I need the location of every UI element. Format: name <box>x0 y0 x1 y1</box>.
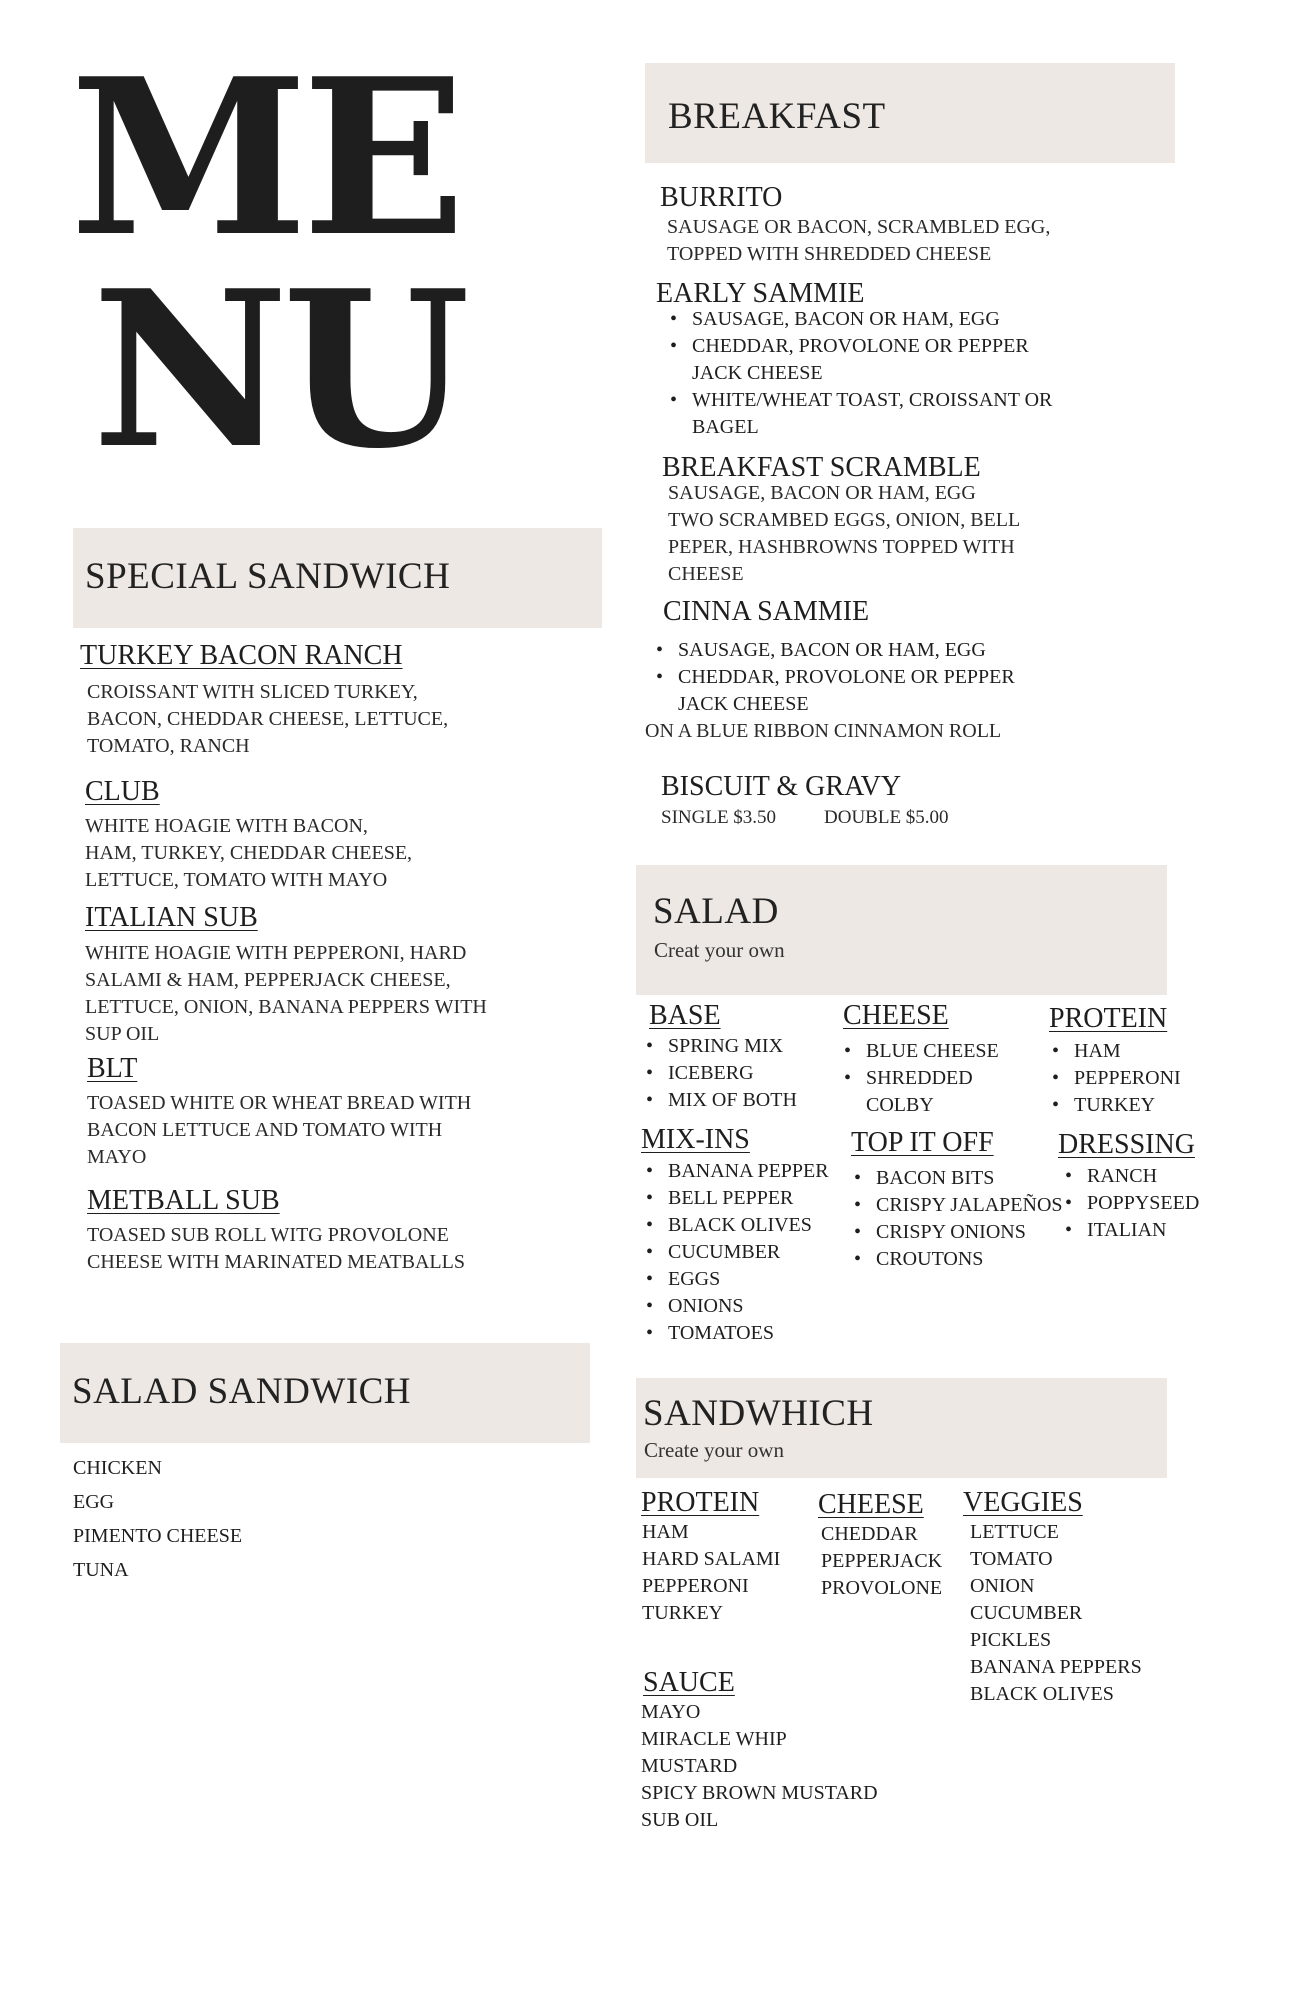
salad-mixins-title: MIX-INS <box>641 1124 750 1155</box>
list-item: • SPRING MIX <box>640 1033 797 1060</box>
item-club-name: CLUB <box>85 776 160 807</box>
list-item: • ICEBERG <box>640 1060 797 1087</box>
list-item: • CHEDDAR, PROVOLONE OR PEPPER JACK CHEESE <box>650 664 1015 718</box>
list-item: • HAM <box>1046 1038 1181 1065</box>
item-turkey-bacon-ranch-name: TURKEY BACON RANCH <box>80 640 403 671</box>
list-item: CHEDDAR <box>821 1523 918 1545</box>
list-item: PIMENTO CHEESE <box>73 1525 243 1547</box>
biscuit-single-price: SINGLE $3.50 <box>661 807 777 828</box>
item-breakfast-scramble-name: BREAKFAST SCRAMBLE <box>662 452 981 483</box>
item-blt-name: BLT <box>87 1053 138 1084</box>
item-italian-sub-desc: WHITE HOAGIE WITH PEPPERONI, HARD SALAMI & HAM, PEPPERJACK CHEESE, LETTUCE, ONION, BANANA PEPPERS WITH SUP OIL <box>85 942 487 1045</box>
list-item: MUSTARD <box>641 1755 738 1777</box>
sandwhich-subtitle: Create your own <box>644 1438 784 1462</box>
list-item: BLACK OLIVES <box>970 1683 1114 1705</box>
list-item: • MIX OF BOTH <box>640 1087 797 1114</box>
list-item: • WHITE/WHEAT TOAST, CROISSANT OR BAGEL <box>664 387 1052 441</box>
list-item: HARD SALAMI <box>642 1548 781 1570</box>
salad-mixins-list <box>640 1158 829 1347</box>
item-biscuit-gravy-name: BISCUIT & GRAVY <box>661 771 902 802</box>
salad-subtitle: Creat your own <box>654 938 785 962</box>
sandwhich-cheese-list <box>821 1521 942 1602</box>
list-item: • BANANA PEPPER <box>640 1158 829 1185</box>
item-breakfast-scramble-desc: SAUSAGE, BACON OR HAM, EGG TWO SCRAMBED EGGS, ONION, BELL PEPER, HASHBROWNS TOPPED WITH CHEESE <box>668 482 1021 585</box>
sandwhich-sauce-list <box>641 1699 878 1834</box>
item-metball-sub-desc: TOASED SUB ROLL WITG PROVOLONE CHEESE WITH MARINATED MEATBALLS <box>87 1224 465 1273</box>
list-item: • PEPPERONI <box>1046 1065 1181 1092</box>
biscuit-double-price: DOUBLE $5.00 <box>824 807 949 828</box>
list-item: PEPPERONI <box>642 1575 749 1597</box>
item-early-sammie-name: EARLY SAMMIE <box>656 278 865 309</box>
list-item: PICKLES <box>970 1629 1052 1651</box>
salad-protein-title: PROTEIN <box>1049 1003 1168 1034</box>
list-item: TOMATO <box>970 1548 1053 1570</box>
list-item: • CUCUMBER <box>640 1239 829 1266</box>
menu-title-line1: ME <box>70 31 460 284</box>
special-sandwich-header: SPECIAL SANDWICH <box>85 556 451 597</box>
list-item: • SHREDDED COLBY <box>838 1065 999 1119</box>
list-item: MAYO <box>641 1701 701 1723</box>
sandwhich-header: SANDWHICH <box>643 1393 874 1434</box>
cinna-sammie-note: ON A BLUE RIBBON CINNAMON ROLL <box>645 720 1002 742</box>
sandwhich-cheese-title: CHEESE <box>818 1489 924 1520</box>
item-burrito-name: BURRITO <box>660 182 783 213</box>
salad-dressing-title: DRESSING <box>1058 1129 1195 1160</box>
sandwhich-protein-list <box>642 1519 780 1627</box>
list-item: TURKEY <box>642 1602 724 1624</box>
list-item: • EGGS <box>640 1266 829 1293</box>
salad-header: SALAD <box>653 891 779 932</box>
list-item: • SAUSAGE, BACON OR HAM, EGG <box>664 306 1052 333</box>
salad-sandwich-list <box>73 1455 242 1591</box>
item-club-desc: WHITE HOAGIE WITH BACON, HAM, TURKEY, CHEDDAR CHEESE, LETTUCE, TOMATO WITH MAYO <box>85 815 413 891</box>
salad-cheese-title: CHEESE <box>843 1000 949 1031</box>
salad-base-title: BASE <box>649 1000 721 1031</box>
salad-topitoff-list <box>848 1165 1063 1273</box>
list-item: LETTUCE <box>970 1521 1059 1543</box>
item-metball-sub-name: METBALL SUB <box>87 1185 280 1216</box>
item-blt-desc: TOASED WHITE OR WHEAT BREAD WITH BACON LETTUCE AND TOMATO WITH MAYO <box>87 1092 472 1168</box>
sandwhich-veggies-list <box>970 1519 1142 1708</box>
list-item: • CRISPY JALAPEÑOS <box>848 1192 1063 1219</box>
item-cinna-sammie-name: CINNA SAMMIE <box>663 596 870 627</box>
list-item: BANANA PEPPERS <box>970 1656 1142 1678</box>
list-item: EGG <box>73 1491 115 1513</box>
list-item: • TURKEY <box>1046 1092 1181 1119</box>
list-item: HAM <box>642 1521 689 1543</box>
list-item: CHICKEN <box>73 1457 162 1479</box>
list-item: PROVOLONE <box>821 1577 943 1599</box>
list-item: • BELL PEPPER <box>640 1185 829 1212</box>
salad-dressing-list <box>1059 1163 1199 1244</box>
list-item: • POPPYSEED <box>1059 1190 1199 1217</box>
list-item: • TOMATOES <box>640 1320 829 1347</box>
menu-title-line2: NU <box>92 243 465 496</box>
list-item: ONION <box>970 1575 1035 1597</box>
list-item: PEPPERJACK <box>821 1550 943 1572</box>
early-sammie-list <box>664 306 1052 441</box>
sandwhich-veggies-title: VEGGIES <box>963 1487 1083 1518</box>
list-item: SUB OIL <box>641 1809 719 1831</box>
item-turkey-bacon-ranch-desc: CROISSANT WITH SLICED TURKEY, BACON, CHEDDAR CHEESE, LETTUCE, TOMATO, RANCH <box>87 681 449 757</box>
salad-sandwich-header: SALAD SANDWICH <box>72 1371 411 1412</box>
list-item: • BLACK OLIVES <box>640 1212 829 1239</box>
salad-cheese-list <box>838 1038 999 1119</box>
list-item: • ITALIAN <box>1059 1217 1199 1244</box>
list-item: SPICY BROWN MUSTARD <box>641 1782 878 1804</box>
list-item: MIRACLE WHIP <box>641 1728 787 1750</box>
list-item: • CRISPY ONIONS <box>848 1219 1063 1246</box>
sandwhich-protein-title: PROTEIN <box>641 1487 760 1518</box>
item-burrito-desc: SAUSAGE OR BACON, SCRAMBLED EGG, TOPPED WITH SHREDDED CHEESE <box>667 216 1051 265</box>
list-item: • RANCH <box>1059 1163 1199 1190</box>
salad-topitoff-title: TOP IT OFF <box>851 1127 994 1158</box>
list-item: • ONIONS <box>640 1293 829 1320</box>
list-item: • SAUSAGE, BACON OR HAM, EGG <box>650 637 1015 664</box>
list-item: CUCUMBER <box>970 1602 1083 1624</box>
breakfast-header: BREAKFAST <box>668 96 886 137</box>
item-italian-sub-name: ITALIAN SUB <box>85 902 258 933</box>
list-item: • CHEDDAR, PROVOLONE OR PEPPER JACK CHEESE <box>664 333 1052 387</box>
sandwhich-sauce-title: SAUCE <box>643 1667 735 1698</box>
list-item: • BACON BITS <box>848 1165 1063 1192</box>
salad-protein-list <box>1046 1038 1181 1119</box>
list-item: TUNA <box>73 1559 129 1581</box>
list-item: • BLUE CHEESE <box>838 1038 999 1065</box>
list-item: • CROUTONS <box>848 1246 1063 1273</box>
salad-base-list <box>640 1033 797 1114</box>
cinna-sammie-list <box>650 637 1015 718</box>
